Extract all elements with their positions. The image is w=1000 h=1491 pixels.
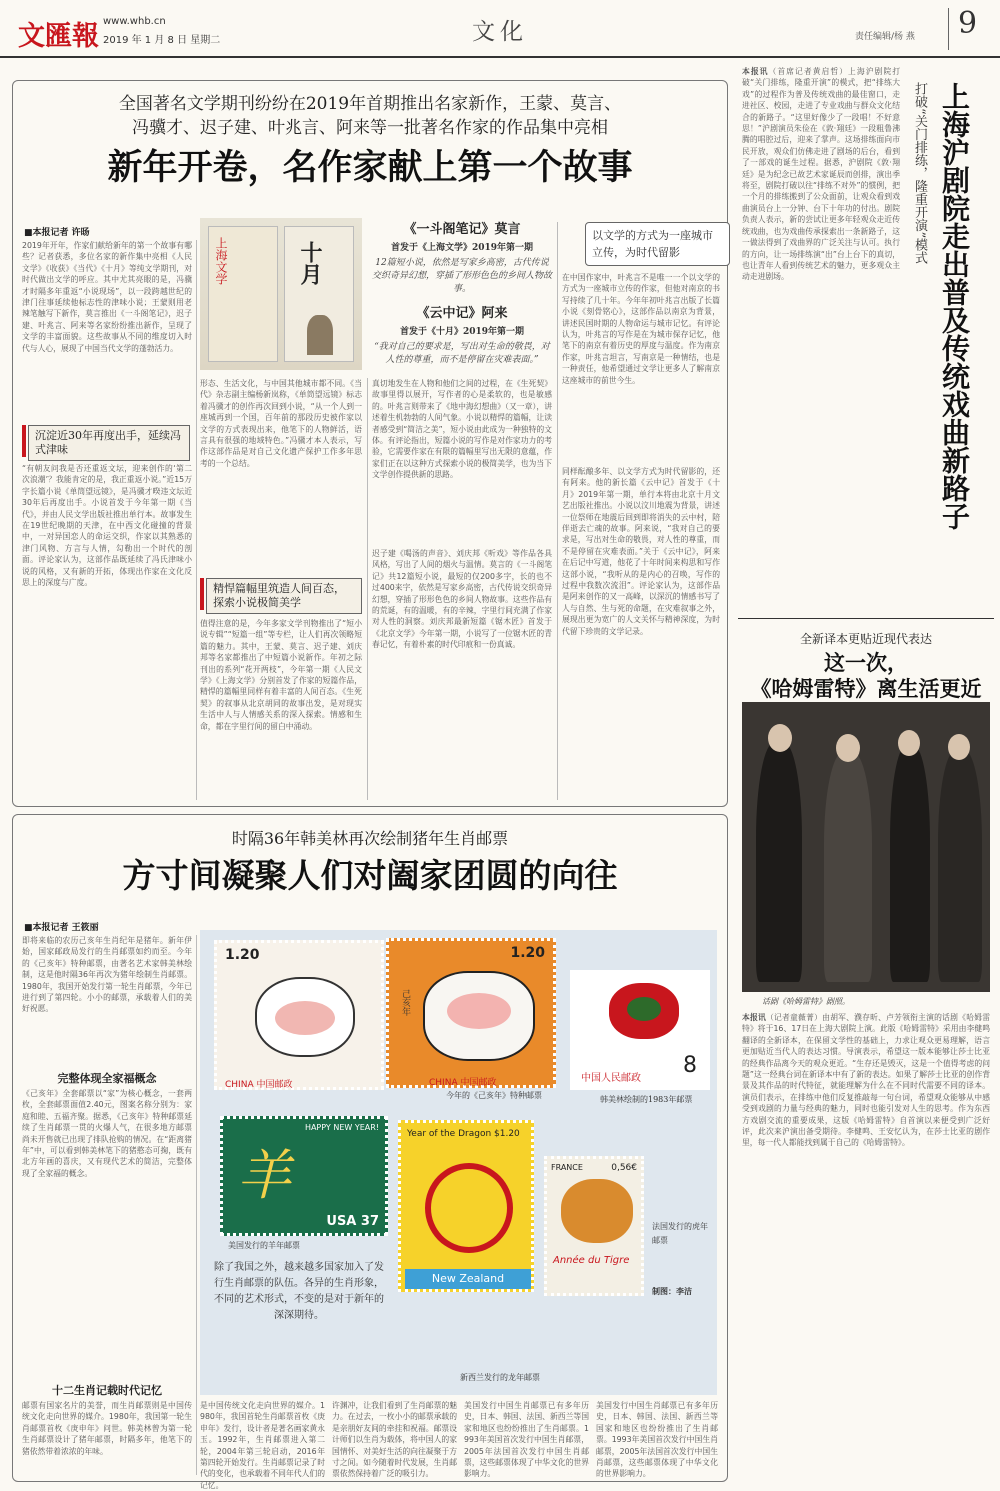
section-subhead-1: 沉淀近30年再度出手，延续冯式津味	[28, 425, 190, 461]
stamps-text-col5: 美国发行中国生肖邮票已有多年历史，日本、韩国、法国、新西兰等国家和地区也纷纷推出了生肖邮票。1993年美国首次发行中国生肖邮票，2005年法国首次发行中国生肖邮票，这些邮票体现了中华文化的世界影响力。	[596, 1401, 718, 1479]
stamp-country: CHINA 中国邮政	[225, 1080, 293, 1090]
article-text-col4b: 同样酝酿多年、以文学方式为时代留影的，还有阿来。他的新长篇《云中记》首发于《十月》2019年第一期，单行本将由北京十月文艺出版社推出。小说以汶川地震为背景，讲述一位祭师在地震后回到即将消失的云中村，陪伴逝去亡魂的故事。阿来说，“我对自己的要求是，写出对生命的敬畏，对人性的尊重，而不是停留在灾难表面。”关于《云中记》，阿来在后记中写道，他花了十年时间来构思和写作这部小说，“我听从的是内心的召唤，写作的过程中我数次流泪”。评论家认为，这部作品是阿来创作的又一高峰，以深沉的情感书写了人与自然、生与死的命题，在灾难叙事之外，展现出更为宽广的人文关怀与精神深度，为时代留下珍贵的文学记录。	[562, 467, 720, 636]
quote-source-1: 首发于《上海文学》2019年第一期	[390, 243, 534, 253]
stamp-france-tiger	[544, 1156, 644, 1296]
article-subtitle-line2: 冯骥才、迟子建、叶兆言、阿来等一批著名作家的作品集中亮相	[132, 118, 608, 138]
hamlet-body: （记者童薇菁）由胡军、濮存昕、卢芳领衔主演的话剧《哈姆雷特》将于16、17日在上海大剧院上演。此版《哈姆雷特》采用由李健鸣翻译的全新译本，在保留文学性的基础上，力求让观众更易理解，语言更加贴近当代人的表达习惯。导演表示，希望这一版本能够让莎士比亚的经典作品离今天的观众更近。“生存还是毁灭，这是一个值得考虑的问题”这一经典台词在新译本中有了新的表达。如果了解莎士比亚的创作背景及其作品的时代特征，就能理解为什么在不同时代需要不同的译本。演员们表示，在排练中他们反复推敲每一句台词，希望观众能够从中感受到戏剧的力量与经典的魅力，同时也能引发对人生的思考。作为东西方戏剧交流的重要成果，这版《哈姆雷特》自首演以来便受到广泛好评，此次来沪演出备受期待。李健鸣、王安忆认为，在莎士比亚的剧作里，每一代人都能找到属于自己的《哈姆雷特》。	[742, 1013, 991, 1148]
stamps-subtitle: 时隔36年韩美林再次绘制猪年生肖邮票	[231, 829, 509, 848]
hamlet-stage-photo	[742, 702, 990, 992]
stamp-nz-dragon	[398, 1120, 534, 1292]
magazine-cover-shanghai	[208, 226, 278, 362]
tiger-illustration	[561, 1179, 633, 1243]
stamp-usa-goat	[220, 1116, 388, 1236]
hamlet-article-text	[742, 1012, 990, 1478]
quote-desc-1: 12篇短小说，依然是写家乡高密，古代传说交织奇异幻想，穿插了形形色色的乡间人物故事。	[372, 258, 553, 294]
graphic-credit: 制图：李洁	[652, 1286, 692, 1296]
stamp-label: Année du Tigre	[553, 1255, 630, 1266]
column-rule	[367, 378, 368, 800]
actor-figure	[938, 750, 982, 982]
stamp-year-label: 己亥年	[400, 989, 410, 1016]
stamps-headline[interactable]: 方寸间凝聚人们对阖家团圆的向往	[122, 856, 618, 895]
stamp-pig-1983	[570, 970, 710, 1090]
pull-quote-city: 以文学的方式为一座城市立传，为时代留影	[585, 222, 730, 266]
hamlet-byline: 本报讯	[742, 1013, 767, 1022]
article-text-col3b: 迟子建《喝汤的声音》、刘庆邦《听戏》等作品各具风格，写出了人间的烟火与温情。莫言的《一斗阁笔记》共12篇短小说，最短的仅200多字，长的也不过400来字，依然是写家乡高密，古代传说交织奇异幻想，穿插了形形色色的乡间人物故事。这些作品有的荒诞，有的温暖，有的辛辣，字里行间充满了作家对人性的洞察。刘庆邦最新短篇《锯木匠》首发于《北京文学》今年第一期，小说写了一位锯木匠的青春记忆，有着朴素的时代印痕和一份真诚。	[372, 549, 552, 650]
stamps-byline: ■本报记者 王筱丽	[24, 923, 99, 933]
hamlet-photo-caption: 话剧《哈姆雷特》剧照。	[762, 997, 850, 1006]
pig-pattern	[627, 997, 661, 1021]
stamp-value: 1.20	[510, 945, 545, 961]
stamps-subhead-1: 完整体现全家福概念	[57, 1072, 157, 1085]
column-rule	[557, 222, 558, 800]
article-byline: ■本报记者 许旸	[24, 228, 90, 238]
website-url[interactable]: www.whb.cn	[103, 16, 166, 27]
opera-article-headline[interactable]: 上海沪剧院走出普及传统戏曲新路子	[938, 82, 971, 530]
actor-face	[768, 724, 792, 752]
stamps-text-col3: 许渊冲，让我们看到了生肖邮票的魅力。在过去，一枚小小的邮票承载的是亲朋好友间的牵挂和祝福。邮票设计师们以生肖为载体，将中国人的家国情怀、对美好生活的向往凝聚于方寸之间。如今随着时代发展，生肖邮票依然保持着广泛的吸引力。	[332, 1401, 457, 1479]
stamp-value: USA 37	[326, 1214, 379, 1229]
column-rule	[196, 240, 197, 800]
stamp-value: 0,56€	[611, 1163, 637, 1173]
hamlet-headline-line2: 《哈姆雷特》离生活更近	[750, 676, 982, 701]
article-subtitle-line1: 全国著名文学期刊纷纷在2019年首期推出名家新作，王蒙、莫言、	[118, 94, 622, 114]
stamps-text-col4: 美国发行中国生肖邮票已有多年历史，日本、韩国、法国、新西兰等国家和地区也纷纷推出了生肖邮票。1993年美国首次发行中国生肖邮票，2005年法国首次发行中国生肖邮票，这些邮票体现了中华文化的世界影响力。	[464, 1401, 589, 1479]
stamp-pig-2019-a	[214, 940, 384, 1090]
newspaper-logo: 文匯報	[18, 21, 99, 52]
opera-article-subtitle: 打破“关门排练，隆重开演”模式	[912, 82, 927, 265]
article-subtitle	[40, 92, 700, 140]
stamp-caption-nz: 新西兰发行的龙年邮票	[460, 1373, 540, 1382]
article-headline[interactable]: 新年开卷，名作家献上第一个故事	[107, 147, 633, 188]
section-title: 文化	[472, 19, 528, 45]
subhead-marker	[22, 425, 26, 457]
quote-work-title-1: 《一斗阁笔记》莫言	[403, 222, 521, 237]
article-text-col1: 2019年开年，作家们献给新年的第一个故事有哪些？记者获悉，多位名家的新作集中亮相《人民文学》《收获》《当代》《十月》等纯文学期刊，对时代做出文学的呼应。其中尤其亮眼的是，冯骥才时隔多年重返“小说现场”，以一段跨越世纪的津门往事延续他标志性的津味小说；王蒙则用老辣笔触写下新作，莫言推出《一斗阁笔记》，迟子建、叶兆言、阿来等名家纷纷推出新作，呈现了文学的丰富面貌。这些故事从不同的维度切入时代与人心，展现了中国当代文学的蓬勃活力。	[22, 241, 192, 353]
column-rule	[196, 935, 197, 1475]
magazine-cover-october	[284, 226, 354, 362]
opera-article-text	[742, 66, 900, 606]
stamps-text-col1c: 邮票有国家名片的美誉，而生肖邮票则是中国传统文化走向世界的媒介。1980年，我国第一轮生肖邮票首枚《庚申年》问世。韩美林曾为第一轮生肖邮票设计了猪年邮票，时隔多年，他笔下的猪依然带着浓浓的年味。	[22, 1401, 192, 1456]
quote-source-2: 首发于《十月》2019年第一期	[399, 327, 525, 337]
article-text-col2: 形态、生活文化，与中国其他城市都不同。《当代》杂志副主编杨新岚称，《单筒望远镜》标志着冯骥才的创作再次回到小说，“从一个人到一座城再到一个国，百年前的那段历史被作家以文学的方式表现出来，他笔下的人物鲜活，语言具有很强的地域特色。”冯骥才本人表示，写作这部作品是对自己文化遗产保护工作多年思考的一个总结。	[200, 379, 362, 468]
stamps-text-col1b: 《己亥年》全套邮票以“家”为核心概念，一套两枚，全套邮票面值2.40元，图案名称分别为：家庭和睦、五福齐聚。据悉，《己亥年》特种邮票延续了生肖邮票一贯的火爆人气，在很多地方邮票尚未开售就已出现了排队抢购的情况。在“距离猪年”中，可以看到韩美林笔下的猪憨态可掬，既有北方年画的喜庆，又有现代艺术的简洁，完整体现了全家福的概念。	[22, 1089, 192, 1178]
stamp-caption-1983: 韩美林绘制的1983年邮票	[600, 1095, 693, 1104]
article-text-col3: 真切地发生在人物和他们之间的过程，在《生死契》故事里得以展开，写作者的心是柔软的，也是敏感的。叶兆言则带来了《地中海幻想曲》（又一章），讲述着生机勃勃的人间气象。小说以精悍的篇幅，让读者感受到“简洁之美”，短小说由此成为一种独特的文体。有评论指出，短篇小说的写作是对作家功力的考验，它需要作家在有限的篇幅里写出无限的意蕴，作家们正在以这种方式探索小说的极简美学，也为当下文学创作提供新的思路。	[372, 379, 552, 480]
stamp-label: Year of the Dragon $1.20	[407, 1129, 520, 1139]
subhead-marker	[200, 578, 204, 610]
hamlet-headline[interactable]	[742, 650, 990, 702]
stamp-country: New Zealand	[405, 1269, 531, 1289]
actor-figure	[756, 742, 802, 982]
stamp-caption-usa: 美国发行的羊年邮票	[228, 1241, 300, 1250]
stamps-subhead-2: 十二生肖记载时代记忆	[52, 1384, 162, 1397]
hamlet-headline-line1: 这一次，	[824, 650, 908, 675]
stamps-text-col2: 是中国传统文化走向世界的媒介。1980年，我国首轮生肖邮票首枚《庚申年》发行，设计者是著名画家黄永玉。1992年，生肖邮票进入第二轮，2004年第三轮启动，2016年第四轮开始发行。生肖邮票记录了时代的变化，也承载着不同年代人们的记忆。	[200, 1401, 325, 1490]
zodiac-stamps-collage	[200, 930, 717, 1395]
calligraphy-glyph: 羊	[237, 1144, 291, 1207]
cover-figure-image	[307, 315, 333, 355]
magazine-covers-photo	[200, 218, 362, 370]
opera-byline: 本报讯	[742, 67, 769, 76]
stamp-country: CHINA 中国邮政	[429, 1078, 497, 1088]
editor-credit: 责任编辑/杨 燕	[855, 32, 915, 42]
opera-body: （首席记者黄启哲）上海沪剧院打破“关门排练，隆重开演”的模式，把“排练大戏”的过程作为普及传统戏曲的最佳窗口，走进社区、校园，走进了专业戏曲与群众文化结合的新路子。“这里好像少了一段唱！不好意思！”沪剧演员朱俭在《敦·翔廷》一段粗鲁沸腾的唱腔过后，迎来了掌声。这场排练面向市民开放，观众们仿佛走进了剧场的后台，看到了一部戏的诞生过程。据悉，沪剧院《敦·翔廷》是为纪念已故艺术家诞辰而创排，演出季将至，剧院打破以往“排练不对外”的惯例，把一个月的排练搬到了公众面前，让观众看到戏曲演员台上一分钟、台下十年功的付出。剧院负责人表示，新的尝试让更多年轻观众走近传统戏曲，也为戏曲传承探索出一条新路子，这一做法得到了戏曲界的广泛关注与认可。执行的方向，让一场排练演“出”台上台下的真切，也让青年人看到传统艺术的魅力，更多观众主动走进剧场。	[742, 67, 901, 282]
stamp-value: 8	[683, 1053, 697, 1078]
featured-works-quote	[372, 218, 552, 370]
dragon-illustration	[425, 1163, 513, 1253]
quote-work-title-2: 《云中记》阿来	[416, 306, 508, 321]
stamps-text-col1: 即将来临的农历己亥年生肖纪年是猪年。新年伊始，国家邮政局发行的生肖邮票如约而至。今年的《己亥年》特种邮票，由著名艺术家韩美林绘制，这是他时隔36年再次为猪年绘制生肖邮票。1980年，我国开始发行第一轮生肖邮票，今年已进行到了第四轮。小小的邮票，承载着人们的美好祝愿。	[22, 936, 192, 1014]
issue-date: 2019 年 1 月 8 日 星期二	[103, 35, 221, 46]
stamp-country: FRANCE	[551, 1163, 583, 1172]
actor-face	[898, 730, 920, 756]
stamp-greeting: HAPPY NEW YEAR!	[304, 1123, 379, 1132]
section-subhead-2: 精悍篇幅里筑造人间百态，探索小说极简美学	[206, 578, 362, 614]
actor-face	[948, 734, 970, 760]
article-divider	[738, 618, 994, 619]
page-header	[0, 0, 1000, 58]
article-text-col4: 在中国作家中，叶兆言不是唯一一个以文学的方式为一座城市立传的作家，但他对南京的书写持续了几十年。今年年初叶兆言出版了长篇小说《刻骨铭心》，这部作品以南京为背景，讲述民国时期的人物命运与城市记忆。有评论认为，叶兆言的写作是在为城市保存记忆，他笔下的南京有着历史的厚度与温度。作为南京作家，叶兆言坦言，写南京是一种情结，也是一种责任，他希望通过文学让更多人了解南京这座城市的前世今生。	[562, 273, 720, 385]
stamp-caption-2019: 今年的《己亥年》特种邮票	[446, 1091, 542, 1100]
stamp-caption-france: 法国发行的虎年邮票	[652, 1222, 708, 1245]
stamp-value: 1.20	[225, 947, 260, 963]
quote-desc-2: “我对自己的要求是，写出对生命的敬畏，对人性的尊重，而不是停留在灾难表面。”	[374, 342, 550, 365]
article-text-col1b: “有朝友问我是否还重返文坛，迎来创作的‘第二次浪潮’？我能肯定的是，我正重返小说。”近15万字长篇小说《单筒望远镜》，是冯骥才暌违文坛近30年后再度出手。小说首发于今年第一期《当代》，并由人民文学出版社推出单行本。故事发生在19世纪晚期的天津，在中西文化碰撞的背景中，一对异国恋人的命运交织，作家以其熟悉的津门风物、方言与人情，勾勒出一个时代的剖面。评论家认为，这部作品既延续了冯氏津味小说的风格，又有新的开拓，体现出作家在文化反思上的深度与广度。	[22, 464, 192, 588]
hamlet-kicker: 全新译本更贴近现代表达	[799, 632, 932, 646]
header-divider	[948, 8, 949, 50]
actor-figure	[824, 752, 872, 982]
magazine-cover-title: 十月	[297, 241, 323, 285]
article-text-col2b: 值得注意的是，今年多家文学刊物推出了“短小说专辑”“短篇一组”等专栏，让人们再次领略短篇的魅力。其中，王蒙、莫言、迟子建、刘庆邦等名家都推出了中短篇小说新作。年初之际刊出的系列“花开两枝”，今年第一期《人民文学》《上海文学》分别首发了作家的短篇作品，精悍的篇幅里同样有着丰富的人间百态。《生死契》的叙事从北京胡同的故事出发，是对现实生活中人与人情感关系的深入探索。情感和生命，都在字里行间的留白中涌动。	[200, 619, 362, 731]
pig-face	[447, 993, 511, 1029]
stamps-note: 除了我国之外，越来越多国家加入了发行生肖邮票的队伍。各异的生肖形象，不同的艺术形式，不变的是对于新年的深深期待。	[214, 1262, 384, 1321]
magazine-cover-title: 上海文学	[214, 237, 228, 285]
page-number: 9	[958, 6, 978, 41]
actor-face	[836, 734, 860, 762]
stamp-country: 中国人民邮政	[581, 1073, 641, 1084]
stamp-pig-2019-b	[386, 938, 556, 1088]
actor-figure	[890, 746, 930, 982]
pig-face	[275, 1001, 335, 1035]
